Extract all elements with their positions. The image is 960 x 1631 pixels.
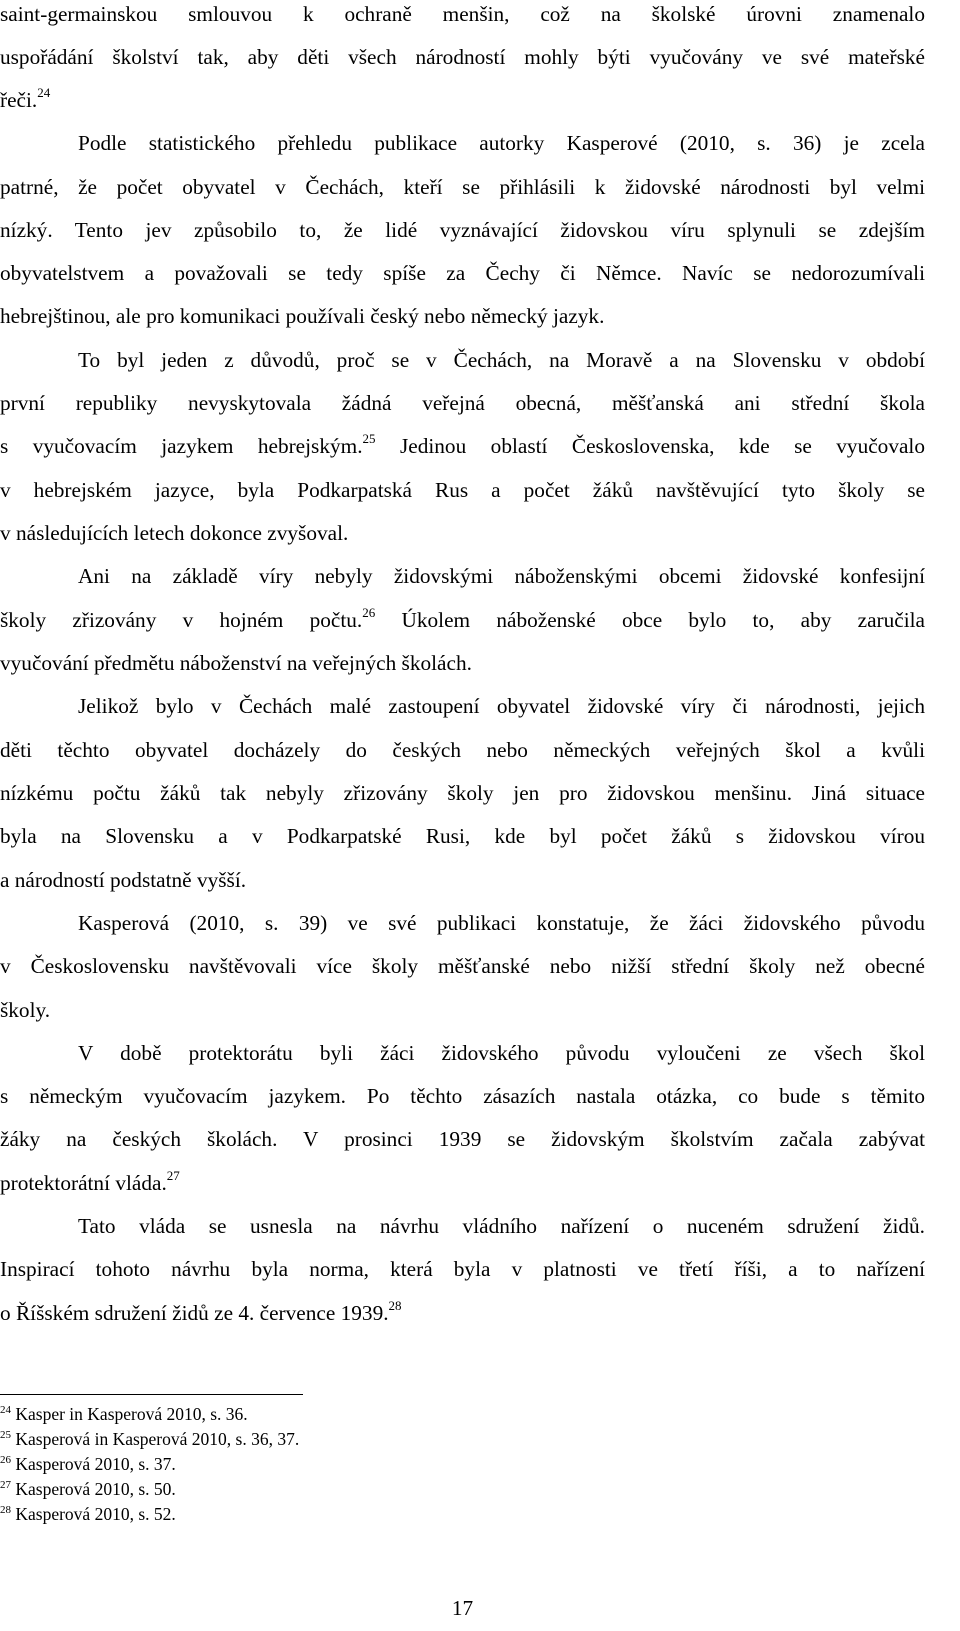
footnote: $^{24}$ Kasper in Kasperová 2010, s. 36.	[0, 1404, 248, 1424]
text-line: školy zřizovány v hojném počtu.$^{26}$ Úkolem náboženské obce bylo to, aby zaručila	[0, 605, 926, 632]
text-line: To byl jeden z důvodů, proč se v Čechách, na Moravě a na Slovensku v období	[78, 348, 925, 372]
text-line: protektorátní vláda.$^{27}$	[0, 1168, 180, 1195]
footnote-ref: 24	[37, 85, 51, 100]
footnote: $^{25}$ Kasperová in Kasperová 2010, s. 36, 37.	[0, 1429, 300, 1449]
footnote: $^{27}$ Kasperová 2010, s. 50.	[0, 1479, 176, 1499]
text-line: uspořádání školství tak, aby děti všech národností mohly býti vyučovány ve své mateřské	[0, 45, 925, 69]
text-line: s vyučovacím jazykem hebrejským.$^{25}$ Jedinou oblastí Československa, kde se vyučovalo	[0, 431, 925, 458]
text-line: Jelikož bylo v Čechách malé zastoupení obyvatel židovské víry či národnosti, jejich	[78, 694, 925, 718]
text-line: žáky na českých školách. V prosinci 1939 se židovským školstvím začala zabývat	[0, 1127, 925, 1151]
text-line: nízkému počtu žáků tak nebyly zřizovány školy jen pro židovskou menšinu. Jiná situace	[0, 781, 925, 805]
text-line: saint-germainskou smlouvou k ochraně menšin, což na školské úrovni znamenalo	[0, 2, 925, 26]
text-line: vyučování předmětu náboženství na veřejných školách.	[0, 651, 472, 675]
page-number: 17	[451, 1596, 474, 1620]
text-line: V době protektorátu byli žáci židovského původu vyloučeni ze všech škol	[78, 1041, 925, 1065]
footnote-ref: 25	[362, 431, 376, 446]
footnote-ref: 28	[388, 1298, 402, 1313]
text-line: Tato vláda se usnesla na návrhu vládního nařízení o nuceném sdružení židů.	[78, 1214, 925, 1238]
text-line: Kasperová (2010, s. 39) ve své publikaci konstatuje, že žáci židovského původu	[78, 911, 925, 935]
text-line: řeči.$^{24}$	[0, 85, 51, 112]
text-line: s německým vyučovacím jazykem. Po těchto zásazích nastala otázka, co bude s těmito	[0, 1084, 925, 1108]
text-line: Podle statistického přehledu publikace autorky Kasperové (2010, s. 36) je zcela	[78, 131, 925, 155]
footnote-ref: 27	[166, 1168, 180, 1183]
footnote: $^{28}$ Kasperová 2010, s. 52.	[0, 1504, 176, 1524]
text-line: Inspirací tohoto návrhu byla norma, která byla v platnosti ve třetí říši, a to nařízení	[0, 1257, 925, 1281]
text-line: nízký. Tento jev způsobilo to, že lidé vyznávající židovskou víru splynuli se zdejším	[0, 218, 925, 242]
text-line: školy.	[0, 998, 51, 1022]
text-line: patrné, že počet obyvatel v Čechách, kteří se přihlásili k židovské národnosti byl velmi	[0, 175, 925, 199]
text-line: v následujících letech dokonce zvyšoval.	[0, 521, 349, 545]
footnote: $^{26}$ Kasperová 2010, s. 37.	[0, 1454, 176, 1474]
text-line: děti těchto obyvatel docházely do českých nebo německých veřejných škol a kvůli	[0, 738, 925, 762]
text-line: o Říšském sdružení židů ze 4. července 1939.28	[0, 1298, 402, 1325]
text-line: v hebrejském jazyce, byla Podkarpatská Rus a počet žáků navštěvující tyto školy se	[0, 478, 925, 502]
text-line: první republiky nevyskytovala žádná veřejná obecná, měšťanská ani střední škola	[0, 391, 925, 415]
footnote-ref: 26	[362, 605, 376, 620]
text-line: obyvatelstvem a považovali se tedy spíše za Čechy či Němce. Navíc se nedorozumívali	[0, 261, 925, 285]
text-line: v Československu navštěvovali více školy měšťanské nebo nižší střední školy než obecné	[0, 954, 925, 978]
text-line: hebrejštinou, ale pro komunikaci používali český nebo německý jazyk.	[0, 304, 605, 328]
text-line: a národností podstatně vyšší.	[0, 868, 247, 892]
footnote-separator	[0, 1394, 303, 1395]
text-line: Ani na základě víry nebyly židovskými náboženskými obcemi židovské konfesijní	[78, 564, 925, 588]
text-line: byla na Slovensku a v Podkarpatské Rusi, kde byl počet žáků s židovskou vírou	[0, 824, 925, 848]
